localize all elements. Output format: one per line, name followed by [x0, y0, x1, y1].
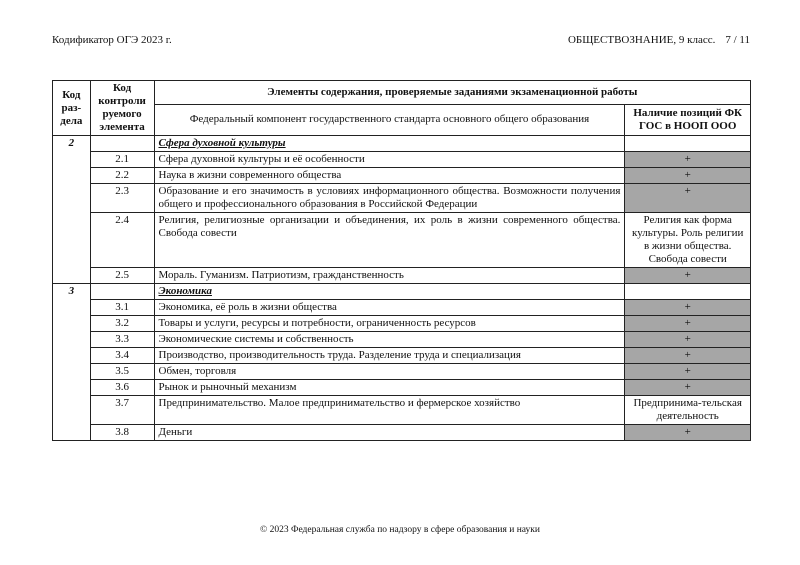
element-description: Рынок и рыночный механизм: [154, 380, 625, 396]
table-row: [53, 268, 751, 284]
page-number: 7 / 11: [725, 34, 750, 46]
element-description: Сфера духовной культуры и её особенности: [154, 152, 625, 168]
presence-mark: +: [625, 332, 751, 348]
element-code: 2.4: [90, 213, 154, 268]
section-code: 2: [53, 136, 91, 284]
header-federal-component: Федеральный компонент государственного стандарта основного общего образования: [154, 104, 625, 135]
table-row: [53, 152, 751, 168]
element-description: Экономика, её роль в жизни общества: [154, 300, 625, 316]
table-row: [53, 213, 751, 268]
document-header-left: Кодификатор ОГЭ 2023 г.: [52, 34, 172, 46]
table-row: [53, 425, 751, 441]
section-row: [53, 284, 751, 300]
table-row: [53, 348, 751, 364]
header-nopp-presence: Наличие позиций ФК ГОС в НООП ООО: [625, 104, 751, 135]
codifier-table: [52, 80, 751, 441]
presence-mark: +: [625, 316, 751, 332]
element-code: 3.5: [90, 364, 154, 380]
element-description: Деньги: [154, 425, 625, 441]
presence-mark: +: [625, 425, 751, 441]
presence-mark: +: [625, 268, 751, 284]
section-code: 3: [53, 284, 91, 441]
element-description: Мораль. Гуманизм. Патриотизм, гражданственность: [154, 268, 625, 284]
empty-cell: [625, 284, 751, 300]
section-title: Сфера духовной культуры: [154, 136, 625, 152]
element-description: Образование и его значимость в условиях информационного общества. Возможности получения общего и профессионального образования в Российской Федерации: [154, 184, 625, 213]
element-code: 2.3: [90, 184, 154, 213]
header-section-code: Код раз-дела: [53, 81, 91, 136]
element-code: 2.2: [90, 168, 154, 184]
empty-cell: [90, 284, 154, 300]
table-row: [53, 300, 751, 316]
presence-mark: +: [625, 364, 751, 380]
header-content-elements: Элементы содержания, проверяемые заданиями экзаменационной работы: [154, 81, 751, 105]
section-title: Экономика: [154, 284, 625, 300]
table-row: [53, 332, 751, 348]
empty-cell: [90, 136, 154, 152]
element-description: Религия, религиозные организации и объединения, их роль в жизни современного общества. Свобода совести: [154, 213, 625, 268]
element-code: 3.8: [90, 425, 154, 441]
presence-mark: +: [625, 184, 751, 213]
element-code: 3.1: [90, 300, 154, 316]
table-row: [53, 316, 751, 332]
presence-mark: Предпринима-тельская деятельность: [625, 396, 751, 425]
table-row: [53, 168, 751, 184]
presence-mark: +: [625, 300, 751, 316]
header-element-code: Код контроли руемого элемента: [90, 81, 154, 136]
table-row: [53, 396, 751, 425]
table-row: [53, 184, 751, 213]
element-code: 3.7: [90, 396, 154, 425]
element-code: 2.5: [90, 268, 154, 284]
page-footer: © 2023 Федеральная служба по надзору в сфере образования и науки: [259, 525, 540, 535]
table-row: [53, 380, 751, 396]
element-description: Производство, производительность труда. Разделение труда и специализация: [154, 348, 625, 364]
document-header-right: [568, 34, 750, 46]
element-description: Обмен, торговля: [154, 364, 625, 380]
table-subheader-row: [53, 104, 751, 135]
element-code: 3.4: [90, 348, 154, 364]
element-description: Предпринимательство. Малое предпринимательство и фермерское хозяйство: [154, 396, 625, 425]
presence-mark: +: [625, 348, 751, 364]
presence-mark: +: [625, 168, 751, 184]
element-code: 3.3: [90, 332, 154, 348]
empty-cell: [625, 136, 751, 152]
presence-mark: +: [625, 380, 751, 396]
element-description: Наука в жизни современного общества: [154, 168, 625, 184]
element-code: 3.6: [90, 380, 154, 396]
subject-title: ОБЩЕСТВОЗНАНИЕ, 9 класс.: [567, 34, 716, 46]
element-code: 2.1: [90, 152, 154, 168]
table-header-row: [53, 81, 751, 105]
element-description: Экономические системы и собственность: [154, 332, 625, 348]
section-row: [53, 136, 751, 152]
table-row: [53, 364, 751, 380]
presence-mark: Религия как форма культуры. Роль религии в жизни общества. Свобода совести: [625, 213, 751, 268]
element-code: 3.2: [90, 316, 154, 332]
element-description: Товары и услуги, ресурсы и потребности, ограниченность ресурсов: [154, 316, 625, 332]
presence-mark: +: [625, 152, 751, 168]
